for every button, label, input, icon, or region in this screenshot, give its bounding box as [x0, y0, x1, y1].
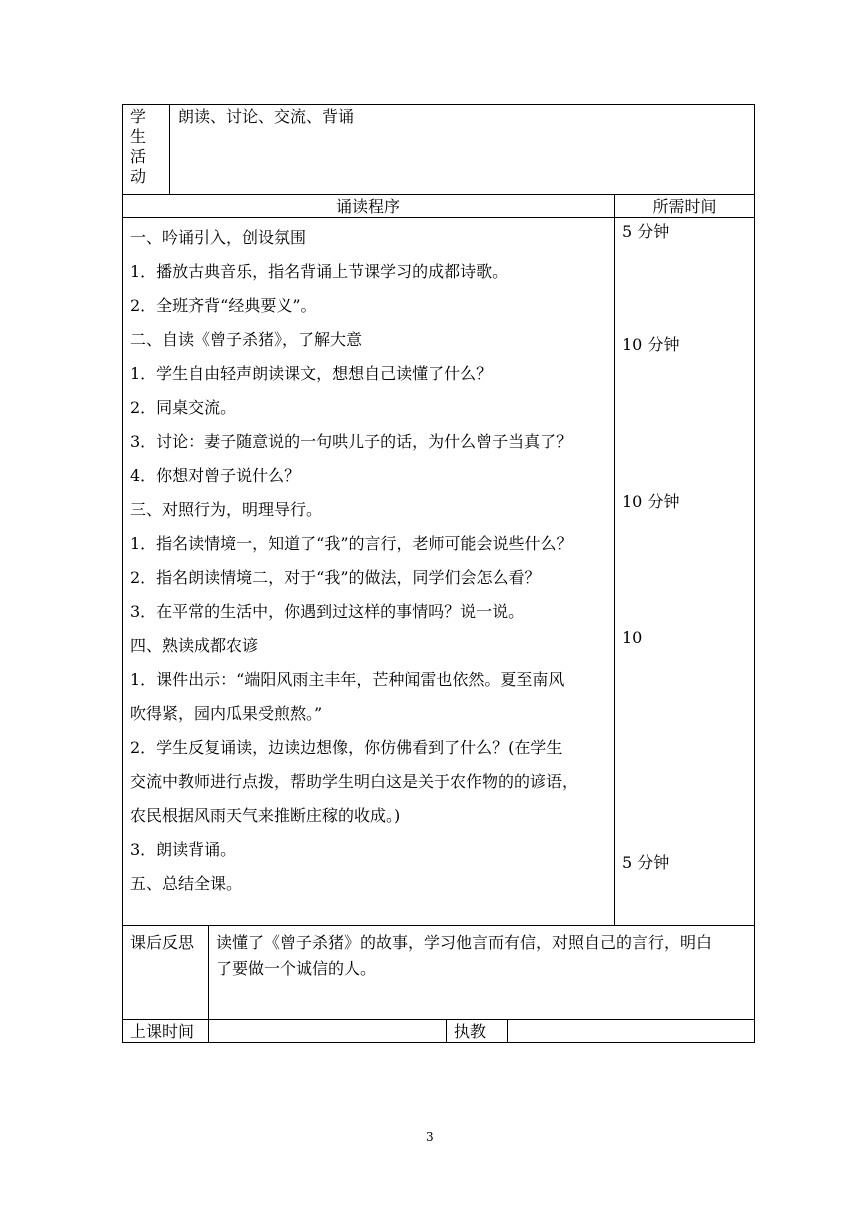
- procedure-line: 一、吟诵引入，创设氛围: [130, 228, 307, 247]
- row-divider: [122, 925, 755, 926]
- procedure-line: 2．学生反复诵读，边读边想像，你仿佛看到了什么？(在学生: [130, 738, 563, 757]
- label-char: 学: [129, 107, 146, 126]
- procedure-line: 四、熟读成都农谚: [130, 636, 259, 655]
- procedure-line: 二、自读《曾子杀猪》，了解大意: [130, 330, 363, 349]
- procedure-line: 1．指名读情境一，知道了“我”的言行，老师可能会说些什么？: [130, 534, 573, 553]
- col-divider: [446, 1019, 447, 1043]
- class-time-label: 上课时间: [130, 1022, 195, 1041]
- reflection-content: 读懂了《曾子杀猪》的故事，学习他言而有信，对照自己的言行，明白: [216, 933, 713, 952]
- col-divider: [169, 104, 170, 195]
- procedure-line: 3．在平常的生活中，你遇到过这样的事情吗？说一说。: [130, 602, 525, 621]
- reflection-content: 了要做一个诚信的人。: [216, 959, 377, 978]
- time-value: 10 分钟: [622, 335, 680, 354]
- procedure-line: 3．讨论：妻子随意说的一句哄儿子的话，为什么曾子当真了？: [130, 432, 573, 451]
- procedure-line: 1．播放古典音乐，指名背诵上节课学习的成都诗歌。: [130, 262, 509, 281]
- procedure-line: 4．你想对曾子说什么？: [130, 466, 301, 485]
- time-header: 所需时间: [652, 197, 717, 216]
- procedure-line: 三、对照行为，明理导行。: [130, 500, 323, 519]
- row-divider: [122, 1019, 755, 1020]
- procedure-line: 吹得紧，园内瓜果受煎熬。”: [130, 704, 323, 723]
- time-value: 5 分钟: [622, 853, 670, 872]
- row-divider: [122, 194, 755, 195]
- col-divider: [208, 925, 209, 1043]
- time-value: 10: [622, 628, 643, 647]
- teacher-label: 执教: [454, 1022, 487, 1041]
- student-activity-label: [128, 107, 148, 187]
- label-char: 生: [129, 127, 146, 146]
- procedure-line: 交流中教师进行点拨，帮助学生明白这是关于农作物的的谚语，: [130, 772, 579, 791]
- procedure-line: 2．全班齐背“经典要义”。: [130, 296, 317, 315]
- procedure-line: 3．朗读背诵。: [130, 840, 237, 859]
- label-char: 动: [129, 167, 146, 186]
- procedure-line: 农民根据风雨天气来推断庄稼的收成。): [130, 806, 401, 825]
- student-activity-content: 朗读、讨论、交流、背诵: [178, 107, 355, 126]
- procedure-line: 2．指名朗读情境二，对于“我”的做法，同学们会怎么看？: [130, 568, 541, 587]
- procedure-line: 2．同桌交流。: [130, 398, 237, 417]
- procedure-line: 五、总结全课。: [130, 874, 243, 893]
- col-divider: [614, 194, 615, 926]
- col-divider: [507, 1019, 508, 1043]
- time-value: 5 分钟: [622, 222, 670, 241]
- page-number: 3: [426, 1130, 434, 1144]
- procedure-header: 诵读程序: [335, 197, 400, 216]
- time-value: 10 分钟: [622, 492, 680, 511]
- row-divider: [122, 217, 755, 218]
- reflection-label: 课后反思: [130, 933, 195, 952]
- label-char: 活: [129, 147, 146, 166]
- procedure-line: 1．课件出示：“端阳风雨主丰年，芒种闻雷也依然。夏至南风: [130, 670, 565, 689]
- procedure-line: 1．学生自由轻声朗读课文，想想自己读懂了什么？: [130, 364, 493, 383]
